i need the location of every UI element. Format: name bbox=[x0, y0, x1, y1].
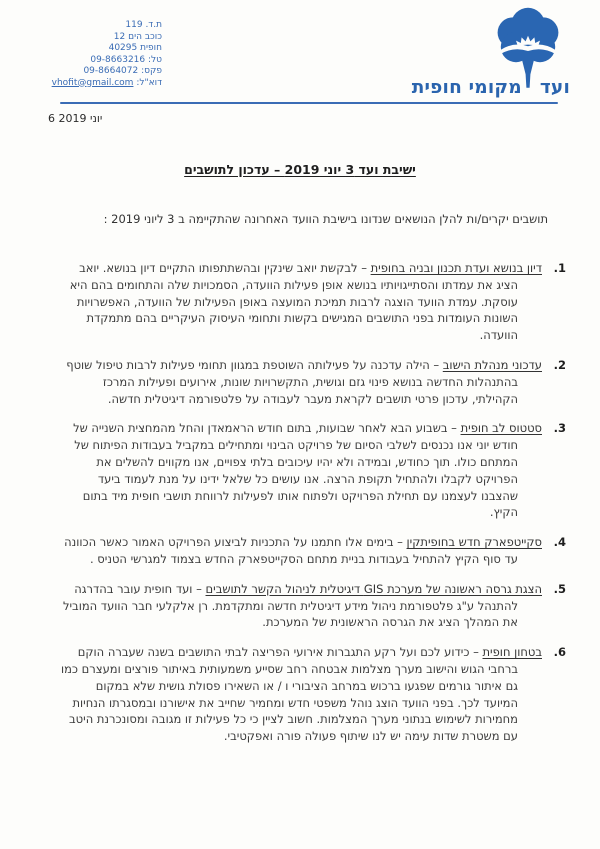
item-heading: עדכוני מנהלת הישוב bbox=[442, 357, 542, 372]
contact-line-street: כוכב הים 12 bbox=[113, 31, 162, 42]
document-title: ישיבת ועד 3 יוני 2019 – עדכון לתושבים bbox=[184, 162, 416, 177]
item-number: 4. bbox=[553, 535, 566, 550]
item-text bbox=[58, 581, 542, 631]
contact-block bbox=[30, 20, 162, 89]
email-label: דוא"ל: bbox=[136, 77, 162, 88]
item-heading: סקייטפארק חדש בחופיתקין bbox=[406, 535, 542, 550]
list-item bbox=[58, 644, 566, 745]
item-number: 5. bbox=[553, 581, 566, 596]
item-body: – בימים אלו חתמנו על התכניות לביצוע הפרויקט האמור כאשר הכוונה עד סוף הקיץ להתחיל בעבודות בניית מתחם הסקייטפארק החדש בצמוד למגרשי הטניס . bbox=[64, 535, 518, 566]
list-item bbox=[58, 260, 566, 344]
list-item bbox=[58, 534, 566, 568]
item-text bbox=[58, 644, 542, 745]
list-item bbox=[58, 357, 566, 407]
item-body: – הילה עדכנה על פעילותה השוטפת במגוון תחומי פעילות לרבות טיפול שוטף בהתנהלות החדשה בנושא פינוי גזם וגושית, התקשרויות שונות, אירועים ופעילות המרכז הקהילתי, עדכון פרטי תושבים לקראת מעבר לעבודה על פלטפורמה דיגיטלית חדשה. bbox=[66, 357, 518, 406]
item-number: 3. bbox=[553, 421, 566, 436]
item-heading: דיון בנושא ועדת תכנון ובניה בחופית bbox=[370, 261, 542, 275]
letterhead bbox=[0, 0, 600, 104]
agenda-list bbox=[58, 260, 566, 758]
contact-line-pobox: ת.ד. 119 bbox=[125, 20, 162, 30]
document-date: 6 יוני 2019 bbox=[48, 112, 103, 125]
item-number: 2. bbox=[553, 357, 566, 372]
item-number: 1. bbox=[553, 261, 566, 275]
email-link[interactable]: vhofit@gmail.com bbox=[51, 77, 134, 88]
item-heading: סטטוס לב חופית bbox=[460, 421, 542, 436]
org-name-left: מקומי חופית bbox=[411, 77, 522, 98]
list-item bbox=[58, 581, 566, 631]
contact-line-email bbox=[30, 78, 162, 90]
list-item bbox=[58, 420, 566, 521]
item-text bbox=[58, 534, 542, 568]
contact-line-phone: טל: 09-8663216 bbox=[90, 54, 162, 65]
contact-line-fax: פקס: 09-8664072 bbox=[83, 66, 162, 76]
item-heading: הצגת גרסה ראשונה של מערכת GIS דיגיטלית לניהול הקשר לתושבים bbox=[205, 581, 542, 596]
intro-paragraph: תושבים יקרים/ות להלן הנושאים שנדונו בישיבת הוועד האחרונה שהתקיימה ב 3 ליוני 2019 : bbox=[103, 212, 548, 226]
org-name bbox=[412, 77, 570, 98]
item-body: – בשבוע הבא לאחר שבועות, בתום חודש הראמאדן והחל מהמחצית השנייה של חודש יוני אנו נכנסים לשלבי הסיום של פרויקט הבינוי ומתחילים במקביל בעבודות הפיתוח של המתחם כולו. תוך כחודש, ובמידה ולא יהיו עיכובים בלתי צפויים, אנו מקווים להשלים את הפרויקט לקבלו ולהתחיל תקופת הרצה. אנו עושים כל שלאל ידינו על מנת לעמוד ביעד שהצבנו לעצמנו עם תחילת הפרויקט ולפתוח אותו לפעילות לרווחת תושבי חופית מיד בתום הקיץ. bbox=[73, 421, 518, 520]
item-body: – לבקשת יואב שינקין ובהשתתפותו התקיים דיון בנושא. יואב הציג את עמדתו והסתייגויותיו בנושא אופן פעילות הוועדה, הסמכויות שלה והתחומים בהם היא עוסקת. עמדת הוועד הוצגה לרבות תמיכת המועצה באופן הפעילות של הוועדה, האפשרויות השונות העומדות בפני התושבים המגישים בקשות ותחומי העיסוק העיקריים בהם מתמקדת הוועדה. bbox=[69, 261, 518, 343]
item-body: – ועד חופית עובר בהדרגה להתנהל ע"ג פלטפורמת ניהול מידע דיגיטלית חדשה ומתקדמת. רן אלקלעי חבר הוועד המוביל את המהלך הציג את הגרסה הראשונית של המערכת. bbox=[62, 581, 518, 630]
item-text bbox=[58, 420, 542, 521]
org-name-right: ועד bbox=[539, 77, 570, 98]
item-body: – כידוע לכם ועל רקע התגברות אירועי הפריצה לבתי התושבים בשנה שעברה הוקם ברחבי הגוש והישוב מערך מצלמות אבטחה רחב שסייע משמעותית באיתור פורצים ומעצרם כמו גם איתור גורמים שפגעו ברכוש במרחב הציבורי ו / או השאירו פסולת גושית שלא במקום המיועד לכך. בפני הוועד הוצג נוהל משפטי חדש ומחמיר שחייב את אישורנו ובמסגרתו הנחיות מחמירות לשימוש בנתוני מערך המצלמות. חשוב לציין כי כל פעילות זו מגובה ומסונכרנת היטב עם משטרת שדות עימה יש לנו שיתוף פעולה פורה ואפקטיבי. bbox=[60, 645, 518, 744]
header-divider bbox=[60, 102, 558, 105]
item-text bbox=[58, 357, 542, 407]
item-number: 6. bbox=[553, 645, 566, 660]
item-text bbox=[58, 260, 542, 344]
contact-line-city: חופית 40295 bbox=[108, 43, 162, 53]
logo bbox=[370, 4, 570, 100]
item-heading: בטחון חופית bbox=[482, 645, 542, 660]
